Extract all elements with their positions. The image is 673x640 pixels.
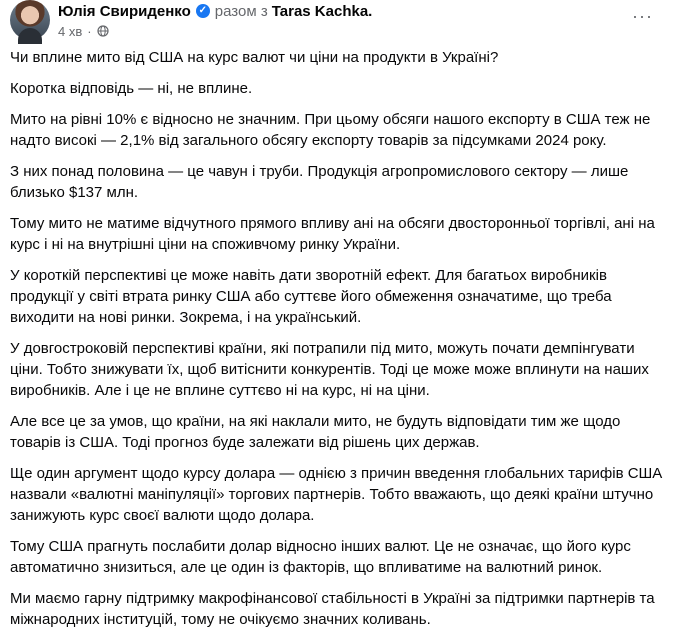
paragraph: Чи вплине мито від США на курс валют чи ціни на продукти в Україні? <box>10 49 499 66</box>
author-avatar[interactable] <box>10 0 50 40</box>
verified-badge-icon: ✓ <box>196 4 210 18</box>
paragraph: У довгостроковій перспективі країни, які потрапили під мито, можуть почати демпінгувати ціни. Тобто знижувати їх, щоб витіснити конкурентів. Тоді це може може вплинути на наших виробників. Але і це не вплине суттєво ні на курс, ні на ціни. <box>10 340 649 399</box>
paragraph: Тому США прагнуть послабити долар відносно інших валют. Це не означає, що його курс автоматично знизиться, але це один із факторів, що впливатиме на валютний ринок. <box>10 538 631 576</box>
post-header <box>10 0 673 42</box>
paragraph: Але все це за умов, що країни, на які наклали мито, не будуть відповідати тим же щодо товарів із США. Тоді прогноз буде залежати від рішень цих держав. <box>10 413 621 451</box>
post-time[interactable]: 4 хв <box>58 23 83 39</box>
with-text: разом з <box>214 2 268 20</box>
author-name[interactable]: Юлія Свириденко <box>58 2 191 20</box>
coauthor-suffix: . <box>368 2 373 20</box>
globe-icon[interactable] <box>97 25 109 37</box>
paragraph: Ще один аргумент щодо курсу долара — однією з причин введення глобальних тарифів США назвали «валютні маніпуляції» торгових партнерів. Тобто вважають, що деякі країни штучно занижують курс своєї валюти щодо долара. <box>10 465 663 524</box>
author-line <box>58 0 372 22</box>
paragraph: У короткій перспективі це може навіть дати зворотній ефект. Для багатьох виробників продукції у світі втрата ринку США або суттєве його обмеження означатиме, що треба виходити на нові ринки. Зокрема, і на український. <box>10 267 612 326</box>
more-options-icon[interactable]: ··· <box>632 6 653 26</box>
meta-separator: · <box>87 23 92 39</box>
paragraph: Мито на рівні 10% є відносно не значним. При цьому обсяги нашого експорту в США теж не надто високі — 2,1% від загального обсягу експорту товарів за підсумками 2024 року. <box>10 111 651 149</box>
post-body <box>10 47 665 640</box>
paragraph: Коротка відповідь — ні, не вплине. <box>10 80 253 97</box>
paragraph: Ми маємо гарну підтримку макрофінансової стабільності в Україні за підтримки партнерів та міжнародних інституцій, тому не очікуємо значних коливань. <box>10 590 655 628</box>
paragraph: Тому мито не матиме відчутного прямого впливу ані на обсяги двосторонньої торгівлі, ані на курс і ні на внутрішні ціни на споживчому ринку України. <box>10 215 655 253</box>
paragraph: З них понад половина — це чавун і труби. Продукція агропромислового сектору — лише близько $137 млн. <box>10 163 629 201</box>
post-meta <box>58 22 109 40</box>
coauthor-name[interactable]: Taras Kachka <box>271 2 369 20</box>
